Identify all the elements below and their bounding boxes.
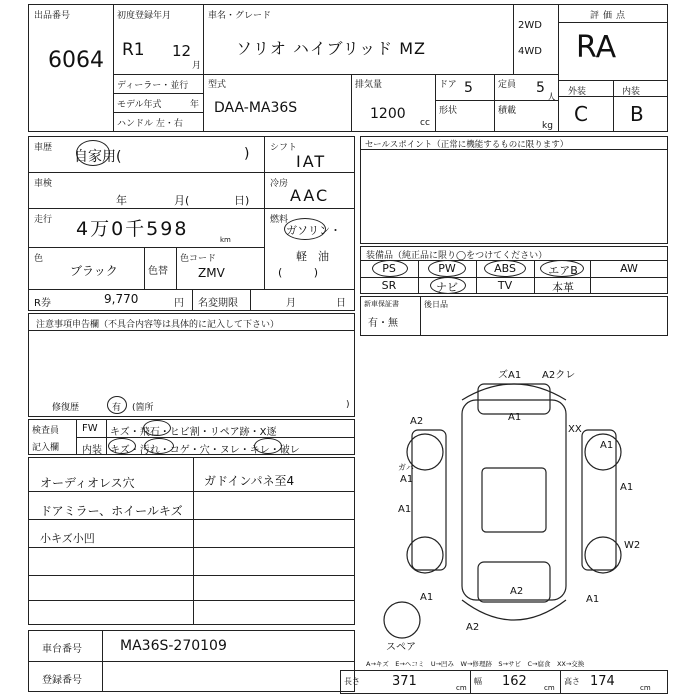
scratch-circle [108, 438, 136, 454]
divider [144, 247, 145, 289]
divider [558, 4, 559, 132]
reg-month: 12 [172, 42, 192, 60]
color-value: ブラック [70, 264, 118, 278]
damage-mark: W2 [624, 540, 641, 551]
mileage-value: 4万0千598 [76, 218, 189, 240]
height-label: 高さ [564, 677, 580, 686]
color-label: 色 [34, 254, 44, 264]
ac-value: AAC [290, 186, 330, 205]
divider [435, 100, 558, 101]
fuel-label: 燃料 [270, 215, 289, 225]
lot-label: 出品番号 [34, 11, 71, 21]
name-expiry-label: 名変期限 [198, 298, 238, 309]
equip-tv: TV [497, 279, 513, 292]
ps-circle [372, 260, 408, 277]
divider [28, 172, 264, 173]
divider [28, 491, 355, 492]
divider [192, 289, 193, 311]
divider [113, 112, 203, 113]
damage-mark: A2クレ [542, 370, 576, 381]
comment-3: 小キズ小凹 [40, 532, 95, 545]
capacity-value: 5 [536, 80, 545, 96]
divider [28, 575, 355, 576]
capacity-label: 定員 [498, 80, 517, 90]
divider [113, 74, 203, 75]
rear-bumper [462, 600, 566, 620]
reg-month-unit: 月 [192, 61, 202, 71]
usage-value: 自家用( [74, 149, 122, 165]
interior-value: B [630, 102, 644, 126]
name-month: 月 [286, 298, 296, 309]
displacement-unit: cc [420, 118, 430, 128]
damage-mark: A1 [400, 474, 414, 485]
left-side-panel [412, 430, 446, 570]
interior-label: 内装 [622, 87, 641, 97]
divider [113, 93, 203, 94]
equip-aw: AW [620, 262, 638, 275]
sales-point-label: セールスポイント（正常に機能するものに限ります） [365, 140, 569, 150]
notes-label: 注意事項申告欄（不具合内容等は具体的に記入して下さい） [36, 320, 280, 330]
divider [435, 74, 436, 132]
chassis-value: MA36S-270109 [120, 638, 227, 654]
airbag-circle [540, 260, 584, 277]
inspector-label: 検査員 [32, 426, 60, 436]
damage-mark: ガバ [398, 463, 414, 472]
load-unit: kg [542, 121, 553, 131]
divider [513, 4, 514, 74]
hood-panel [478, 384, 550, 414]
divider [470, 670, 471, 694]
displacement-label: 排気量 [355, 80, 383, 90]
damage-mark: A2 [410, 416, 424, 427]
repair-value: 有 [112, 403, 122, 413]
divider [28, 247, 264, 248]
fuel-paren: ( ) [278, 266, 319, 279]
spare-tire [384, 602, 420, 638]
fw-items: キズ・飛石・ヒビ割・リペア跡・X逐 [110, 427, 277, 438]
displacement-value: 1200 [370, 106, 406, 122]
divider [558, 22, 668, 23]
mileage-label: 走行 [34, 215, 53, 225]
door-label: ドア [439, 80, 457, 90]
equip-navi: ナビ [436, 281, 458, 294]
divider [360, 277, 668, 278]
recycle-unit: 円 [174, 298, 184, 309]
damage-legend: A→キズ E→ヘコミ U→凹み W→修理跡 S→サビ C→腐食 XX→交換 [366, 660, 585, 668]
length-label: 長さ [344, 677, 360, 686]
sales-point-block [360, 136, 668, 244]
drive-4wd: 4WD [518, 46, 542, 57]
color-change-label: 色替 [148, 266, 168, 277]
shift-label: シフト [270, 143, 298, 153]
damage-mark: A1 [586, 594, 600, 605]
damage-mark: XX [568, 424, 582, 435]
navi-circle [430, 277, 466, 294]
fuel-diesel: 油 [318, 250, 329, 263]
repair-suffix: (箇所 [132, 403, 154, 413]
new-warranty-label: 新車保証書 [364, 300, 399, 308]
usage-close: ) [244, 146, 250, 162]
dealer-label: ディーラー・並行 [117, 81, 189, 91]
damage-mark: A1 [620, 482, 634, 493]
lot-value: 6064 [48, 48, 104, 73]
length-value: 371 [392, 674, 417, 689]
interior-row-label: 内装 [82, 445, 102, 456]
height-unit: cm [640, 684, 651, 692]
equip-ps: PS [382, 262, 396, 275]
fuel-light: 軽 [296, 250, 307, 263]
type-label: 型式 [208, 80, 227, 90]
pw-circle [428, 260, 466, 277]
divider [106, 419, 107, 455]
spare-label: スペア [386, 642, 416, 653]
divider [28, 330, 355, 331]
equip-airbag: エアB [548, 264, 578, 277]
drive-2wd: 2WD [518, 20, 542, 31]
inspection-year: 年 [116, 194, 127, 207]
divider [203, 4, 204, 132]
length-unit: cm [456, 684, 467, 692]
width-value: 162 [502, 674, 527, 689]
interior-items: キズ・汚れ・コゲ・穴・ヌレ・キレ・破レ [110, 445, 300, 456]
exterior-label: 外装 [568, 87, 587, 97]
divider [250, 289, 251, 311]
divider [28, 600, 355, 601]
right-side-panel [582, 430, 616, 570]
recycle-label: R券 [34, 298, 51, 309]
divider [613, 80, 614, 132]
registration-label: 登録番号 [42, 675, 82, 686]
equip-abs: ABS [494, 262, 516, 275]
damage-mark: A2 [466, 622, 480, 633]
height-value: 174 [590, 674, 615, 689]
first-reg-label: 初度登録年月 [117, 11, 172, 21]
roof-panel [482, 468, 546, 532]
equip-pw: PW [438, 262, 456, 275]
model-grade-value: ソリオ ハイブリッド MZ [236, 39, 427, 58]
divider [264, 172, 355, 173]
inspection-month: 月( [174, 194, 190, 207]
equip-sr: SR [381, 279, 397, 292]
year-unit: 年 [190, 100, 200, 110]
equip-leather: 本革 [552, 281, 574, 294]
comment-4: ガドインパネ至4 [204, 474, 295, 488]
width-label: 幅 [474, 677, 482, 686]
divider [203, 74, 558, 75]
color-code-label: 色コード [180, 254, 217, 264]
score-value: RA [576, 30, 617, 65]
divider [560, 670, 561, 694]
divider [420, 296, 421, 336]
width-unit: cm [544, 684, 555, 692]
divider [28, 661, 355, 662]
repair-label: 修復歴 [52, 403, 80, 413]
equipment-label: 装備品（純正品に限り◯をつけてください） [366, 251, 548, 261]
dirt-circle [144, 438, 174, 454]
abs-circle [484, 260, 526, 277]
divider [28, 208, 264, 209]
inspection-day: 日) [234, 194, 250, 207]
warranty-block [360, 296, 668, 336]
exterior-value: C [574, 102, 588, 126]
name-day: 日 [336, 298, 346, 309]
divider [176, 247, 177, 289]
capacity-unit: 人 [547, 93, 557, 103]
mileage-unit: km [220, 236, 231, 244]
comment-2: ドアミラー、ホイールキズ [40, 504, 183, 518]
color-code-value: ZMV [198, 266, 225, 280]
fw-label: FW [82, 423, 98, 434]
handle-label: ハンドル 左・右 [117, 119, 183, 129]
comment-1: オーディオレス穴 [40, 476, 135, 490]
divider [351, 74, 352, 132]
damage-mark: ズA1 [498, 370, 522, 381]
model-grade-label: 車名・グレード [208, 11, 272, 21]
divider [28, 547, 355, 548]
damage-mark: A2 [510, 586, 524, 597]
usage-label: 車歴 [34, 143, 53, 153]
ac-label: 冷房 [270, 179, 289, 189]
load-label: 積載 [498, 106, 517, 116]
repair-close: ) [346, 400, 350, 410]
door-value: 5 [464, 80, 473, 96]
type-value: DAA-MA36S [214, 100, 298, 116]
chip-circle [143, 420, 171, 436]
damage-mark: A1 [398, 504, 412, 515]
divider [102, 630, 103, 692]
post-label: 後日品 [424, 300, 448, 309]
divider [264, 208, 355, 209]
inspection-label: 車検 [34, 179, 53, 189]
divider [264, 136, 265, 289]
recycle-value: 9,770 [104, 292, 139, 306]
chassis-label: 車台番号 [42, 644, 82, 655]
score-label: 評価点 [590, 11, 630, 21]
reg-era: R1 [122, 40, 145, 60]
shift-value: IAT [296, 152, 327, 171]
fuel-value: ガソリン・ [286, 224, 341, 237]
damage-mark: A1 [600, 440, 614, 451]
shape-label: 形状 [439, 106, 458, 116]
warranty-value: 有・無 [368, 318, 398, 329]
car-damage-diagram [370, 340, 670, 660]
damage-mark: A1 [420, 592, 434, 603]
divider [360, 149, 668, 150]
model-year-label: モデル年式 [117, 100, 162, 110]
wet-circle [254, 438, 282, 454]
damage-mark: A1 [508, 412, 522, 423]
recorder-label: 記入欄 [32, 443, 60, 453]
divider [494, 74, 495, 132]
divider [28, 519, 355, 520]
